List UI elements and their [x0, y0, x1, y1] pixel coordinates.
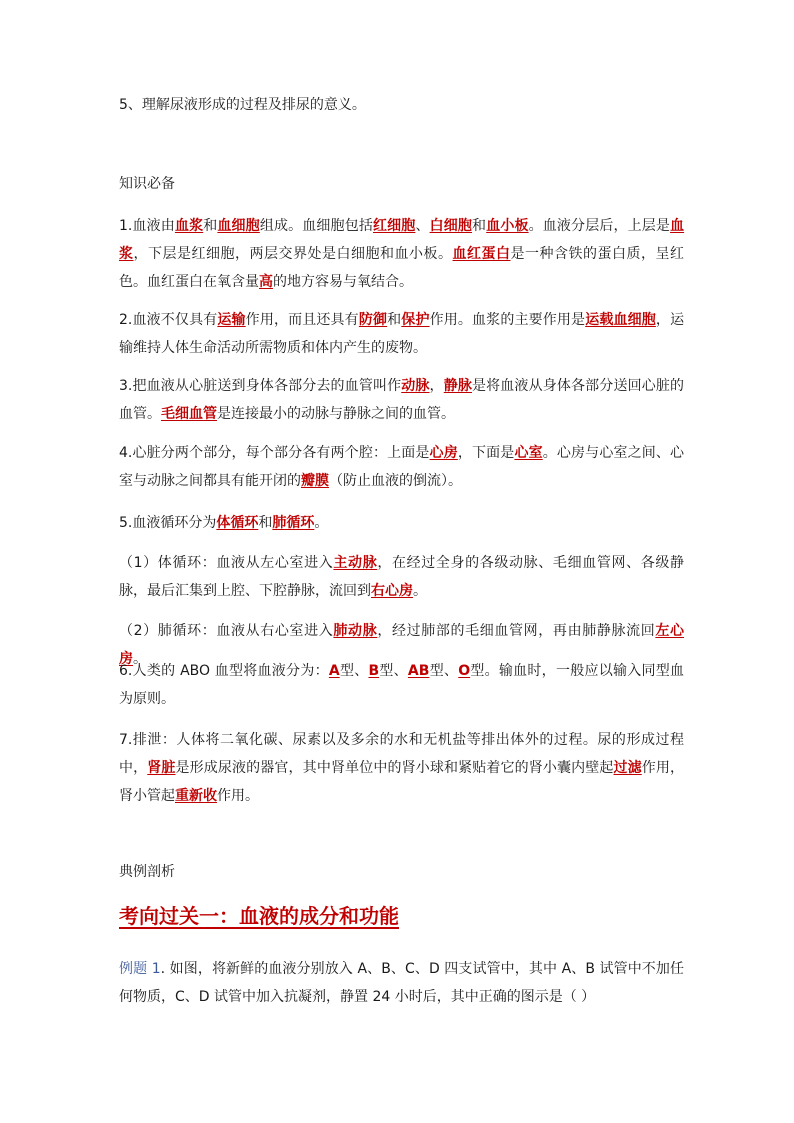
example-label: 例题 1: [119, 961, 161, 977]
text-segment: 4.心脏分两个部分，每个部分各有两个腔：上面是: [119, 445, 430, 461]
knowledge-point-7: [119, 726, 684, 810]
keyword-answer: 肾脏: [147, 760, 176, 776]
keyword-answer: O: [458, 663, 471, 679]
text-segment: 型。输血时，一般应以输入同型血为原则。: [119, 663, 685, 707]
text-segment: 7.排泄：人体将二氧化碳、尿素以及多余的水和无机盐等排出体外的过程。尿的形成过程中，: [119, 732, 684, 776]
knowledge-point-4: [119, 439, 684, 495]
keyword-answer: 毛细血管: [161, 406, 217, 422]
keyword-answer: 体循环: [216, 515, 259, 531]
knowledge-point-1: [119, 212, 684, 296]
text-segment: 是一种含铁的蛋白质，呈红色。血红蛋白在氧含量: [119, 246, 684, 290]
text-segment: 和: [472, 218, 487, 234]
text-segment: 和: [258, 515, 273, 531]
knowledge-point-5: [119, 509, 684, 537]
text-segment: 。: [413, 583, 427, 599]
keyword-answer: 过滤: [613, 760, 642, 776]
example-text: . 如图，将新鲜的血液分别放入 A、B、C、D 四支试管中，其中 A、B 试管中不加任何物质，C、D 试管中加入抗凝剂，静置 24 小时后，其中正确的图示是（ ）: [119, 961, 685, 1005]
text-segment: 。血液分层后，上层是: [528, 218, 671, 234]
keyword-answer: 血浆: [174, 218, 204, 234]
knowledge-point-2: [119, 306, 684, 362]
text-segment: 5.血液循环分为: [119, 515, 217, 531]
text-segment: 1.血液由: [119, 218, 175, 234]
text-segment: 的地方容易与氧结合。: [273, 274, 413, 290]
keyword-answer: 肺动脉: [333, 623, 378, 639]
text-segment: 。心房与心室之间、心室与动脉之间都具有能开闭的: [119, 445, 685, 489]
keyword-answer: 血浆: [119, 218, 685, 262]
keyword-answer: A: [328, 663, 340, 679]
keyword-answer: 心房: [429, 445, 458, 461]
text-segment: 组成。血细胞包括: [259, 218, 373, 234]
text-segment: 和: [387, 312, 402, 328]
knowledge-point-3: [119, 372, 684, 428]
keyword-answer: B: [368, 663, 380, 679]
text-segment: 作用，而且还具有: [245, 312, 359, 328]
text-segment: 6.人类的 ABO 血型将血液分为：: [119, 663, 329, 679]
keyword-answer: 防御: [358, 312, 388, 328]
keyword-answer: 高: [259, 274, 273, 290]
text-segment: （1）体循环：血液从左心室进入: [119, 555, 334, 571]
text-segment: 。: [133, 651, 147, 667]
section-title-examples: 典例剖析: [119, 864, 175, 880]
keyword-answer: 肺循环: [272, 515, 315, 531]
text-segment: 3.把血液从心脏送到身体各部分去的血管叫作: [119, 378, 402, 394]
text-segment: ，运输维持人体生命活动所需物质和体内产生的废物。: [119, 312, 685, 356]
text-segment: 是将血液从身体各部分送回心脏的血管。: [119, 378, 685, 422]
keyword-answer: 左心房: [119, 623, 685, 667]
text-segment: （2）肺循环：血液从右心室进入: [119, 623, 334, 639]
keyword-answer: 红细胞: [373, 218, 416, 234]
text-segment: 是连接最小的动脉与静脉之间的血管。: [217, 406, 455, 422]
text-segment: ，下面是: [457, 445, 515, 461]
section-title-knowledge: 知识必备: [119, 176, 175, 192]
text-segment: 型、: [429, 663, 459, 679]
text-segment: 作用。: [217, 788, 259, 804]
knowledge-point-5-systemic: [119, 549, 684, 605]
example-1: [119, 955, 684, 1011]
text-segment: ，: [429, 378, 444, 394]
text-segment: 2.血液不仅具有: [119, 312, 218, 328]
text-segment: （防止血液的倒流）。: [329, 473, 462, 489]
keyword-answer: 运输: [217, 312, 246, 328]
keyword-answer: 血红蛋白: [452, 246, 511, 262]
text-segment: 和: [203, 218, 218, 234]
text-segment: ，经过肺部的毛细血管网，再由肺静脉流回: [377, 623, 656, 639]
keyword-answer: AB: [407, 663, 430, 679]
text-segment: 型、: [339, 663, 369, 679]
knowledge-point-6: [119, 657, 684, 713]
keyword-answer: 主动脉: [333, 555, 378, 571]
keyword-answer: 静脉: [443, 378, 472, 394]
keyword-answer: 重新收: [175, 788, 217, 804]
text-segment: ，在经过全身的各级动脉、毛细血管网、各级静脉，最后汇集到上腔、下腔静脉，流回到: [119, 555, 684, 599]
keyword-answer: 血小板: [486, 218, 529, 234]
topic-heading: 考向过关一：血液的成分和功能: [119, 904, 399, 928]
objective-5: 5、理解尿液形成的过程及排尿的意义。: [119, 97, 366, 113]
keyword-answer: 心室: [514, 445, 543, 461]
text-segment: ，下层是红细胞，两层交界处是白细胞和血小板。: [133, 246, 453, 262]
text-segment: 作用，肾小管起: [119, 760, 685, 804]
keyword-answer: 瓣膜: [301, 473, 329, 489]
text-segment: 是形成尿液的器官，其中肾单位中的肾小球和紧贴着它的肾小囊内壁起: [175, 760, 614, 776]
keyword-answer: 右心房: [371, 583, 413, 599]
text-segment: 型、: [379, 663, 408, 679]
text-segment: 作用。血浆的主要作用是: [429, 312, 586, 328]
text-segment: 。: [314, 515, 329, 531]
keyword-answer: 动脉: [401, 378, 430, 394]
text-segment: 、: [415, 218, 430, 234]
keyword-answer: 白细胞: [429, 218, 473, 234]
keyword-answer: 血细胞: [217, 218, 260, 234]
keyword-answer: 保护: [401, 312, 430, 328]
keyword-answer: 运载血细胞: [585, 312, 656, 328]
